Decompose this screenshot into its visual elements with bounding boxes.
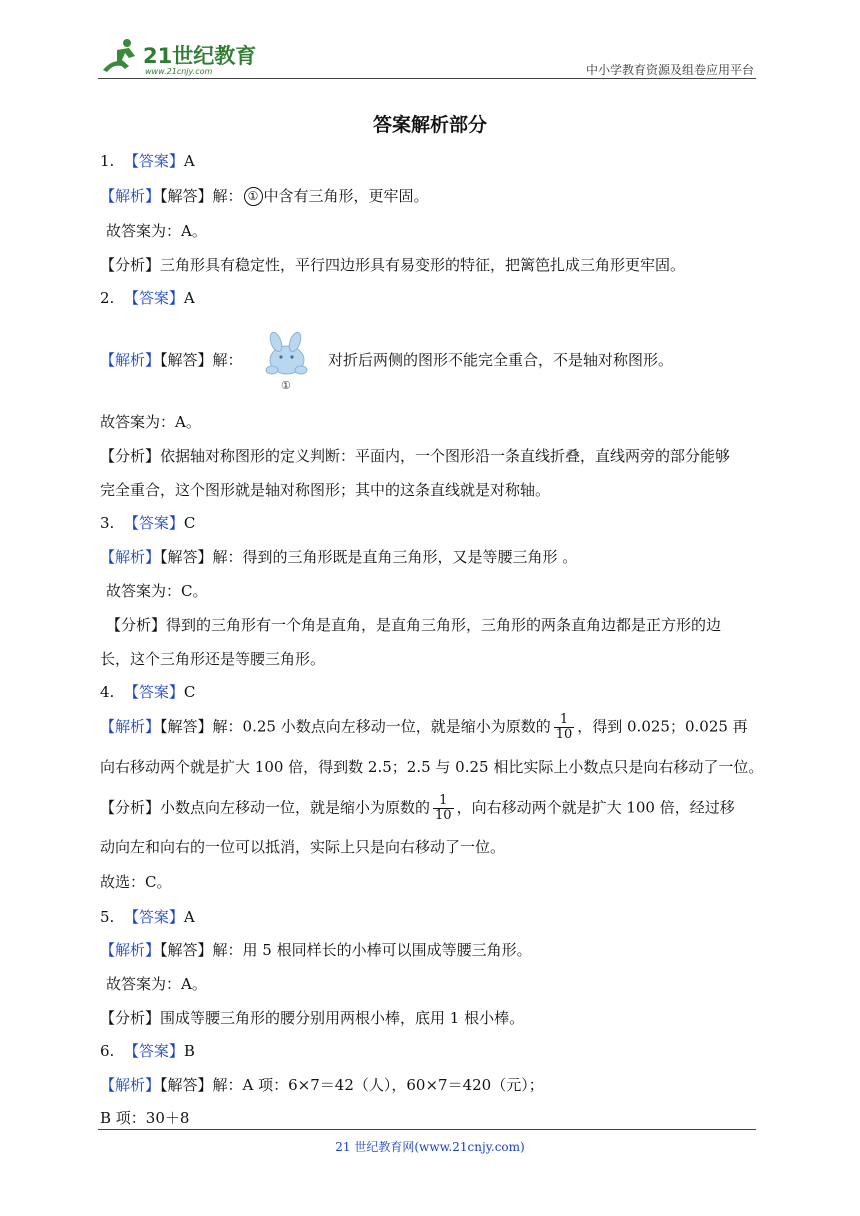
q2-fenxi-1: 【分析】依据轴对称图形的定义判断：平面内，一个图形沿一条直线折叠，直线两旁的部分能够 (100, 447, 731, 465)
page-header (95, 36, 760, 78)
q1-solution: 【解析】【解答】解： ① 中含有三角形，更牢固。 (100, 187, 429, 205)
q5-fenxi: 【分析】围成等腰三角形的腰分别用两根小棒，底用 1 根小棒。 (100, 1009, 525, 1027)
q4-final: 故选：C。 (100, 873, 172, 891)
q5-answer: 5. 【答案】A (100, 908, 195, 926)
q3-final: 故答案为：C。 (106, 582, 208, 600)
q2-final: 故答案为：A。 (100, 413, 201, 431)
q4-fenxi-1: 【分析】小数点向左移动一位，就是缩小为原数的 $\frac{1}{10}$ ，向右移动两个就是扩大 100 倍，经过移 (100, 793, 735, 823)
q2-text: 对折后两侧的图形不能完全重合，不是轴对称图形。 (328, 351, 674, 369)
q4-solution: 【解析】【解答】解：0.25 小数点向左移动一位，就是缩小为原数的 $\frac{1}{10}$ ，得到 0.025；0.025 再 (100, 712, 748, 742)
q2-answer: 2. 【答案】A (100, 289, 195, 307)
footer-rule (98, 1129, 756, 1130)
q1-final: 故答案为：A。 (106, 222, 207, 240)
fraction: $\frac{1}{10}$ (555, 712, 573, 742)
header-rule (98, 78, 756, 79)
q3-fenxi-1: 【分析】得到的三角形有一个角是直角，是直角三角形，三角形的两条直角边都是正方形的边 (106, 616, 722, 634)
footer-link[interactable]: 21 世纪教育网(www.21cnjy.com) (335, 1140, 525, 1154)
page-title: 答案解析部分 (372, 114, 487, 136)
q6-solution: 【解析】【解答】解：A 项：6×7＝42（人），60×7＝420（元）； (100, 1076, 544, 1094)
fraction: $\frac{1}{10}$ (435, 793, 452, 823)
svg-text:21世纪教育: 21世纪教育 (143, 44, 257, 68)
q6-solution-2: B 项：30＋8 (100, 1109, 190, 1127)
logo (95, 36, 265, 78)
q5-solution: 【解析】【解答】解：用 5 根同样长的小棒可以围成等腰三角形。 (100, 941, 532, 959)
svg-text:①: ① (281, 379, 291, 392)
svg-text:www.21cnjy.com: www.21cnjy.com (145, 67, 213, 76)
platform-name: 中小学教育资源及组卷应用平台 (585, 63, 754, 77)
q1-answer: 1. 【答案】A (100, 152, 195, 170)
q5-final: 故答案为：A。 (106, 975, 207, 993)
q2-fenxi-2: 完全重合，这个图形就是轴对称图形；其中的这条直线就是对称轴。 (100, 481, 551, 499)
q4-fenxi-2: 动向左和向右的一位可以抵消，实际上只是向右移动了一位。 (100, 838, 506, 856)
q1-fenxi: 【分析】三角形具有稳定性，平行四边形具有易变形的特征，把篱笆扎成三角形更牢固。 (100, 256, 686, 274)
q4-solution-2: 向右移动两个就是扩大 100 倍，得到数 2.5；2.5 与 0.25 相比实际上小数点只是向右移动了一位。 (100, 758, 764, 776)
q2-solution: 【解析】【解答】解： (100, 351, 243, 369)
q3-answer: 3. 【答案】C (100, 514, 196, 532)
q3-solution: 【解析】【解答】解：得到的三角形既是直角三角形，又是等腰三角形 。 (100, 548, 578, 566)
q3-fenxi-2: 长，这个三角形还是等腰三角形。 (100, 650, 326, 668)
q6-answer: 6. 【答案】B (100, 1042, 195, 1060)
rabbit-figure (261, 330, 311, 392)
q4-answer: 4. 【答案】C (100, 683, 196, 701)
